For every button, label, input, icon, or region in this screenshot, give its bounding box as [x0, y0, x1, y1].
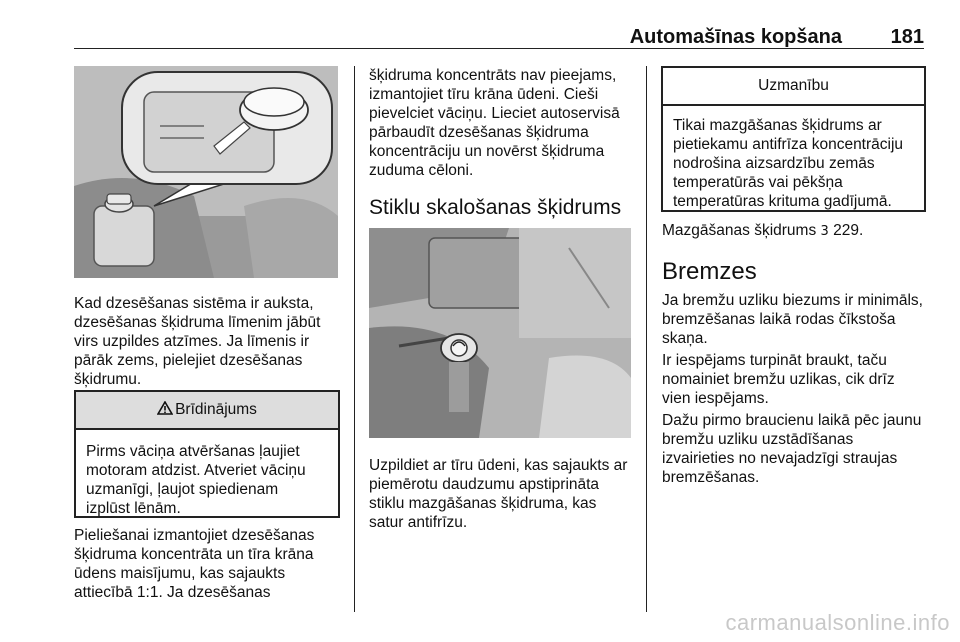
notice-title: Uzmanību [758, 77, 829, 94]
text-line: Tikai mazgāšanas šķidrums ar [673, 117, 882, 134]
text-line: pārbaudīt dzesēšanas šķidruma [369, 124, 589, 141]
column-2-para-1 [369, 66, 639, 180]
text-line: satur antifrīzu. [369, 514, 468, 531]
text-line: attiecībā 1:1. Ja dzesēšanas [74, 584, 271, 601]
column-3-para-3 [662, 411, 932, 487]
header-title: Automašīnas kopšana [629, 26, 842, 48]
text-line: nomainiet bremžu uzlikas, cik drīz [662, 371, 895, 388]
column-3-para-2 [662, 351, 932, 408]
text-line: ūdens maisījumu, kas sajaukts [74, 565, 286, 582]
column-1-para-1 [74, 294, 344, 389]
warning-box [74, 390, 340, 518]
cross-reference [662, 221, 924, 241]
page-reference-arrow-icon: 3 [820, 224, 829, 239]
text-line: piemērotu daudzumu apstiprināta [369, 476, 600, 493]
text-line: temperatūrās vai pēkšņa [673, 174, 843, 191]
coolant-reservoir-illustration [74, 66, 338, 278]
text-line: zuduma cēloni. [369, 162, 474, 179]
text-line: Pirms vāciņa atvēršanas ļaujiet [86, 443, 300, 460]
watermark: carmanualsonline.info [725, 610, 950, 635]
page-number: 181 [890, 26, 924, 48]
text-line: izplūst lēnām. [86, 500, 181, 517]
notice-box-header [663, 68, 924, 106]
text-line: pievelciet vāciņu. Lieciet autoservisā [369, 105, 620, 122]
column-1-para-2 [74, 526, 344, 602]
coolant-reservoir-photo [74, 66, 338, 278]
reference-page-link[interactable]: 229. [833, 222, 864, 239]
text-line: Uzpildiet ar tīru ūdeni, kas sajaukts ar [369, 457, 628, 474]
text-line: dzesēšanas šķidruma līmenim jābūt [74, 314, 321, 331]
text-line: koncentrāciju un novērst šķidruma [369, 143, 605, 160]
warning-title: Brīdinājums [175, 401, 257, 418]
text-line: šķidruma koncentrāts nav pieejams, [369, 67, 617, 84]
text-line: izmantojiet tīru krāna ūdeni. Cieši [369, 86, 599, 103]
reference-text: Mazgāšanas šķidrums [662, 222, 817, 239]
text-line: bremzēšanas. [662, 469, 760, 486]
column-divider-1 [354, 66, 355, 612]
text-line: izvairieties no nevajadzīgi straujas [662, 450, 898, 467]
text-line: skaņa. [662, 330, 708, 347]
column-3-para-1 [662, 291, 932, 348]
text-line: pārāk zems, pielejiet dzesēšanas [74, 352, 303, 369]
notice-box [661, 66, 926, 212]
washer-reservoir-photo [369, 228, 631, 438]
header-rule [74, 48, 924, 49]
washer-reservoir-illustration [369, 228, 631, 438]
text-line: uzmanīgi, ļaujot spiedienam [86, 481, 279, 498]
notice-box-body [663, 106, 924, 211]
text-line: motoram atdzist. Atveriet vāciņu [86, 462, 306, 479]
warning-triangle-icon [157, 401, 173, 415]
text-line: Ir iespējams turpināt braukt, taču [662, 352, 887, 369]
text-line: nodrošina aizsardzību zemās [673, 155, 875, 172]
text-line: temperatūras krituma gadījumā. [673, 193, 892, 210]
text-line: pietiekamu antifrīza koncentrāciju [673, 136, 904, 153]
text-line: bremzēšanas laikā rodas čīkstoša [662, 311, 896, 328]
column-2-para-2 [369, 456, 639, 532]
warning-box-body [76, 430, 338, 518]
text-line: Dažu pirmo braucienu laikā pēc jaunu [662, 412, 922, 429]
section-heading-brakes: Bremzes [662, 258, 757, 285]
text-line: virs uzpildes atzīmes. Ja līmenis ir [74, 333, 310, 350]
warning-box-header [76, 392, 338, 430]
section-heading-washer-fluid: Stiklu skalošanas šķidrums [369, 196, 622, 219]
text-line: Pieliešanai izmantojiet dzesēšanas [74, 527, 315, 544]
text-line: šķidrumu. [74, 371, 142, 388]
text-line: vien iespējams. [662, 390, 769, 407]
text-line: Ja bremžu uzliku biezums ir minimāls, [662, 292, 923, 309]
text-line: Kad dzesēšanas sistēma ir auksta, [74, 295, 314, 312]
column-divider-2 [646, 66, 647, 612]
text-line: stiklu mazgāšanas šķidruma, kas [369, 495, 597, 512]
text-line: šķidruma koncentrāta un tīra krāna [74, 546, 314, 563]
text-line: bremžu uzliku uzstādīšanas [662, 431, 854, 448]
